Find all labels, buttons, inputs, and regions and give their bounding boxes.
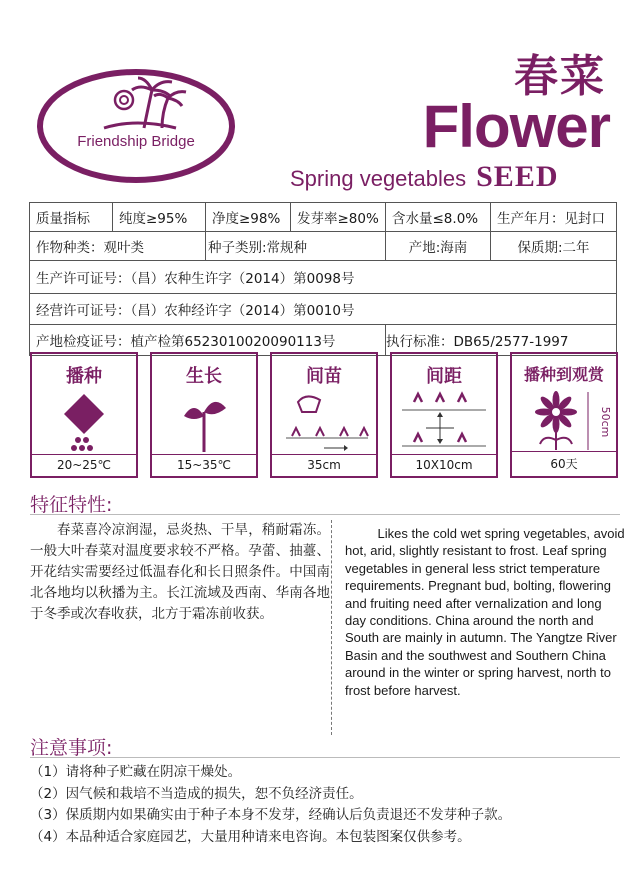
notes-list: [30, 762, 610, 848]
plant-spacing-icon: [396, 390, 492, 454]
subtitle-text: Spring vegetables: [290, 166, 467, 191]
product-title-en: Flower: [422, 93, 610, 160]
table-cell: 作物种类：观叶类: [30, 232, 206, 261]
sowing-box: [30, 352, 138, 478]
spacing-box: [390, 352, 498, 478]
table-cell: 生产年月：见封口: [491, 203, 617, 232]
bloom-box: [510, 352, 618, 478]
table-cell: 种子类别:常规种: [206, 232, 386, 261]
notes-title: 注意事项:: [30, 737, 113, 759]
thinning-label: 间苗: [306, 366, 342, 387]
bloom-height: 50cm: [599, 406, 612, 438]
table-row: [30, 232, 617, 261]
table-row: [30, 325, 617, 356]
growth-box: [150, 352, 258, 478]
features-text-cn: 春菜喜冷凉润湿，忌炎热、干旱，稍耐霜冻。一般大叶春菜对温度要求较不严格。孕蕾、抽薹、开花结实需要经过低温春化和长日照条件。中国南北各地均以秋播为主。长江流域及西南、华南各地于冬季或次春收获，北方于霜冻前收获。: [30, 522, 330, 622]
divider: [30, 757, 620, 758]
table-cell: 发芽率≥80%: [291, 203, 386, 232]
table-row: [30, 261, 617, 294]
sprout-icon: [156, 390, 252, 454]
features-text-en: Likes the cold wet spring vegetables, avoid hot, arid, slightly resistant to frost. Leaf spring vegetables in general less strict temperature requirements. Pregnant bud, bolting, flowering and fruiting need after vernalization and long day conditions. China around the north and South are mainly in autumn. The Yangtze River Basin and the southwest and Southern China around in the winter or spring harvest, north to frost before harvest.: [345, 526, 625, 698]
product-title-cn: 春菜: [514, 51, 606, 102]
table-cell: 质量指标: [30, 203, 113, 232]
table-cell: 生产许可证号：（昌）农种生许字（2014）第0098号: [30, 261, 617, 294]
bloom-label: 播种到观赏: [523, 365, 604, 384]
growing-icons: [30, 352, 620, 480]
list-item: （3）保质期内如果确实由于种子本身不发芽，经确认后负责退还不发芽种子款。: [30, 807, 512, 823]
table-cell: 含水量≤8.0%: [386, 203, 491, 232]
table-row: [30, 294, 617, 325]
seed-packet-icon: [36, 390, 132, 454]
thinning-distance: 35cm: [272, 454, 376, 472]
brand-name: Friendship Bridge: [77, 133, 195, 150]
column-divider: [331, 520, 332, 735]
thinning-box: [270, 352, 378, 478]
spacing-distance: 10X10cm: [392, 454, 496, 472]
spacing-label: 间距: [426, 366, 462, 387]
table-cell: 产地:海南: [386, 232, 491, 261]
thinning-hand-icon: [276, 390, 372, 454]
table-row: [30, 203, 617, 232]
list-item: （2）因气候和栽培不当造成的损失，恕不负经济责任。: [30, 785, 363, 802]
table-cell: 保质期:二年: [491, 232, 617, 261]
table-cell: 净度≥98%: [206, 203, 291, 232]
sowing-label: 播种: [66, 366, 102, 387]
divider: [30, 514, 620, 515]
growth-label: 生长: [186, 366, 222, 387]
sowing-temperature: 20~25℃: [32, 454, 136, 472]
flower-icon: [516, 390, 612, 454]
list-item: （4）本品种适合家庭园艺，大量用种请来电咨询。本包装图案仅供参考。: [30, 828, 471, 845]
seed-info-table: [29, 202, 617, 356]
brand-logo: [36, 66, 236, 186]
subtitle: [290, 160, 610, 194]
features-title: 特征特性:: [30, 494, 113, 516]
table-cell: 纯度≥95%: [113, 203, 206, 232]
table-cell: 产地检疫证号：植产检第6523010020090113号: [30, 325, 386, 356]
seed-label: SEED: [476, 160, 559, 193]
table-cell: 执行标准：DB65/2577-1997: [386, 325, 617, 356]
table-cell: 经营许可证号：（昌）农种经许字（2014）第0010号: [30, 294, 617, 325]
bloom-days: 60天: [512, 451, 616, 472]
growth-temperature: 15~35℃: [152, 454, 256, 472]
list-item: （1）请将种子贮藏在阴凉干燥处。: [30, 764, 242, 780]
